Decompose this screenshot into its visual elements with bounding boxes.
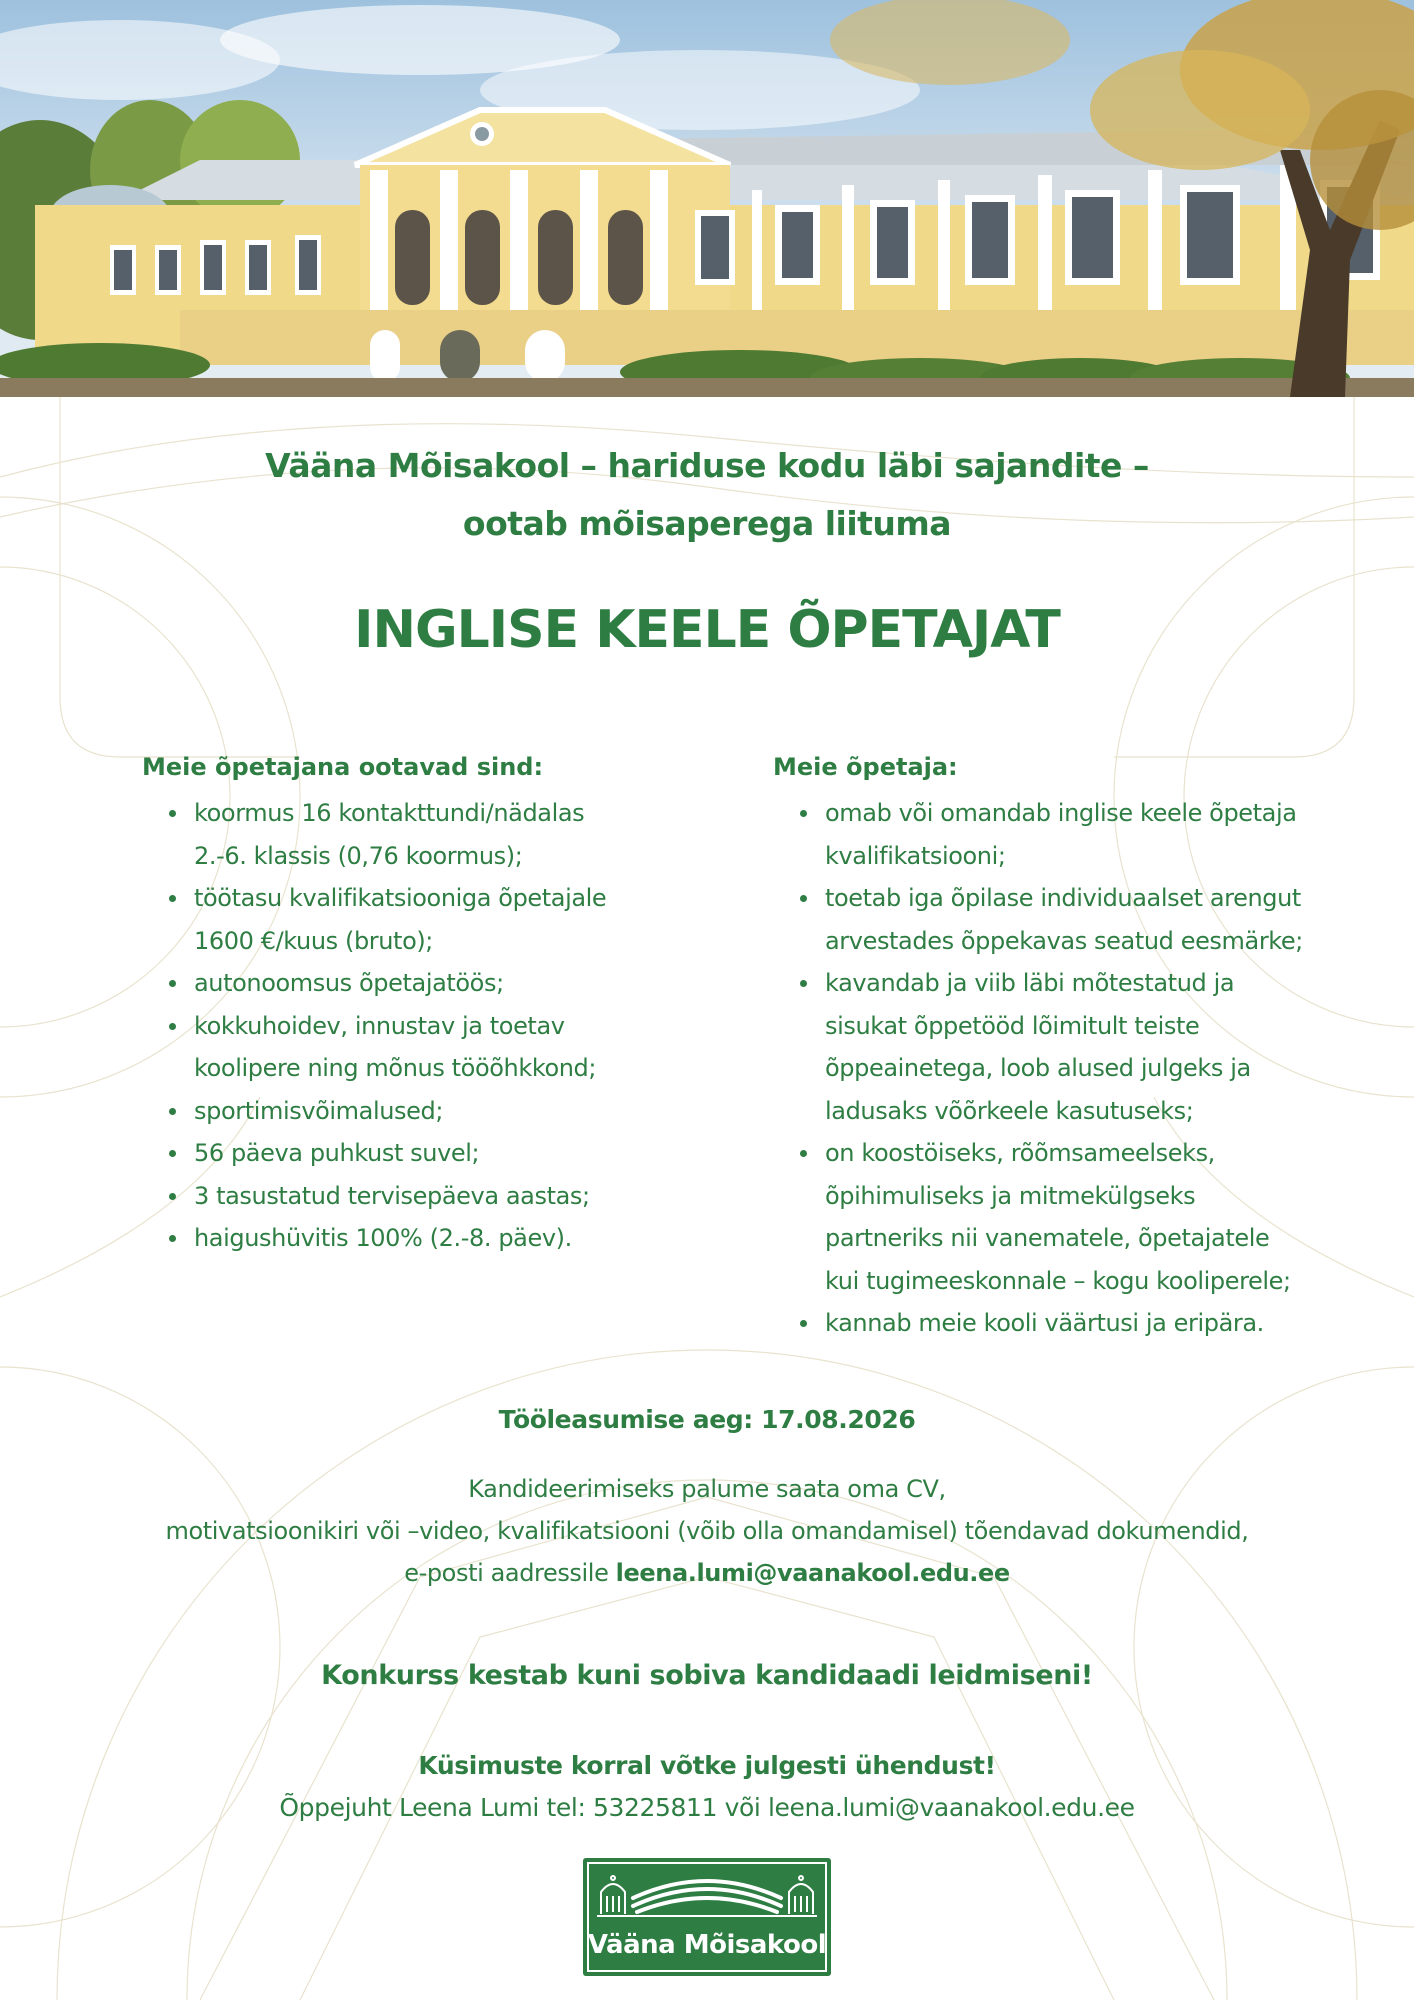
benefits-column [142, 748, 702, 1260]
bullet-icon [800, 1320, 807, 1327]
list-item: koormus 16 kontakttundi/nädalas [142, 792, 702, 835]
list-item: kvalifikatsiooni; [825, 841, 1006, 870]
bullet-icon [169, 1023, 176, 1030]
bullet-icon [800, 1150, 807, 1157]
application-info [0, 1468, 1414, 1594]
requirements-list [773, 792, 1333, 1345]
bullet-icon [169, 1108, 176, 1115]
school-logo [583, 1858, 831, 1976]
requirements-column [773, 748, 1333, 1345]
application-line-1: Kandideerimiseks palume saata oma CV, [468, 1475, 946, 1503]
bullet-icon [169, 810, 176, 817]
requirements-heading: Meie õpetaja: [773, 753, 958, 781]
bullet-icon [800, 895, 807, 902]
start-date: Tööleasumise aeg: 17.08.2026 [498, 1405, 916, 1434]
list-item: ladusaks võõrkeele kasutuseks; [825, 1096, 1194, 1125]
application-line-3: e-posti aadressile leena.lumi@vaanakool.edu.ee [404, 1559, 1010, 1587]
bullet-icon [169, 1193, 176, 1200]
list-item: omab või omandab inglise keele õpetaja [773, 792, 1333, 835]
list-item: toetab iga õpilase individuaalset arengut [773, 877, 1333, 920]
bullet-icon [169, 895, 176, 902]
questions-heading: Küsimuste korral võtke julgesti ühendust! [418, 1751, 996, 1780]
application-line-2: motivatsioonikiri või –video, kvalifikatsiooni (võib olla omandamisel) tõendavad dokumendid, [165, 1517, 1249, 1545]
list-item: 56 päeva puhkust suvel; [142, 1132, 702, 1175]
logo-text: Vääna Mõisakool [587, 1930, 827, 1960]
bullet-icon [169, 980, 176, 987]
tagline-line-2: ootab mõisaperega liituma [462, 504, 952, 543]
application-email-link[interactable]: leena.lumi@vaanakool.edu.ee [615, 1559, 1010, 1587]
list-item: kui tugimeeskonnale – kogu kooliperele; [825, 1266, 1291, 1295]
manor-logo-icon [593, 1866, 821, 1928]
list-item: töötasu kvalifikatsiooniga õpetajale [142, 877, 702, 920]
hero-photo-manor [0, 0, 1414, 397]
bullet-icon [800, 810, 807, 817]
list-item: sportimisvõimalused; [142, 1090, 702, 1133]
list-item: koolipere ning mõnus tööõhkkond; [194, 1054, 597, 1082]
contest-note: Konkurss kestab kuni sobiva kandidaadi leidmiseni! [321, 1660, 1093, 1691]
list-item: õppeainetega, loob alused julgeks ja [825, 1054, 1251, 1082]
list-item: 3 tasustatud tervisepäeva aastas; [142, 1175, 702, 1218]
list-item: kannab meie kooli väärtusi ja eripära. [773, 1302, 1333, 1345]
job-title: INGLISE KEELE ÕPETAJAT [354, 600, 1060, 660]
list-item: on koostöiseks, rõõmsameelseks, [773, 1132, 1333, 1175]
tagline-line-1: Vääna Mõisakool – hariduse kodu läbi sajandite – [265, 446, 1149, 485]
list-item: õpihimuliseks ja mitmekülgseks [825, 1181, 1196, 1210]
bullet-icon [169, 1150, 176, 1157]
benefits-heading: Meie õpetajana ootavad sind: [142, 753, 544, 781]
list-item: partneriks nii vanematele, õpetajatele [825, 1224, 1270, 1252]
list-item: 1600 €/kuus (bruto); [194, 926, 433, 955]
list-item: sisukat õppetööd lõimitult teiste [825, 1011, 1200, 1040]
list-item: haigushüvitis 100% (2.-8. päev). [142, 1217, 702, 1260]
list-item: autonoomsus õpetajatöös; [142, 962, 702, 1005]
list-item: 2.-6. klassis (0,76 koormus); [194, 841, 523, 870]
list-item: arvestades õppekavas seatud eesmärke; [825, 926, 1303, 955]
bullet-icon [169, 1235, 176, 1242]
contact-info: Õppejuht Leena Lumi tel: 53225811 või leena.lumi@vaanakool.edu.ee [279, 1793, 1135, 1822]
list-item: kokkuhoidev, innustav ja toetav [142, 1005, 702, 1048]
list-item: kavandab ja viib läbi mõtestatud ja [773, 962, 1333, 1005]
benefits-list [142, 792, 702, 1260]
bullet-icon [800, 980, 807, 987]
